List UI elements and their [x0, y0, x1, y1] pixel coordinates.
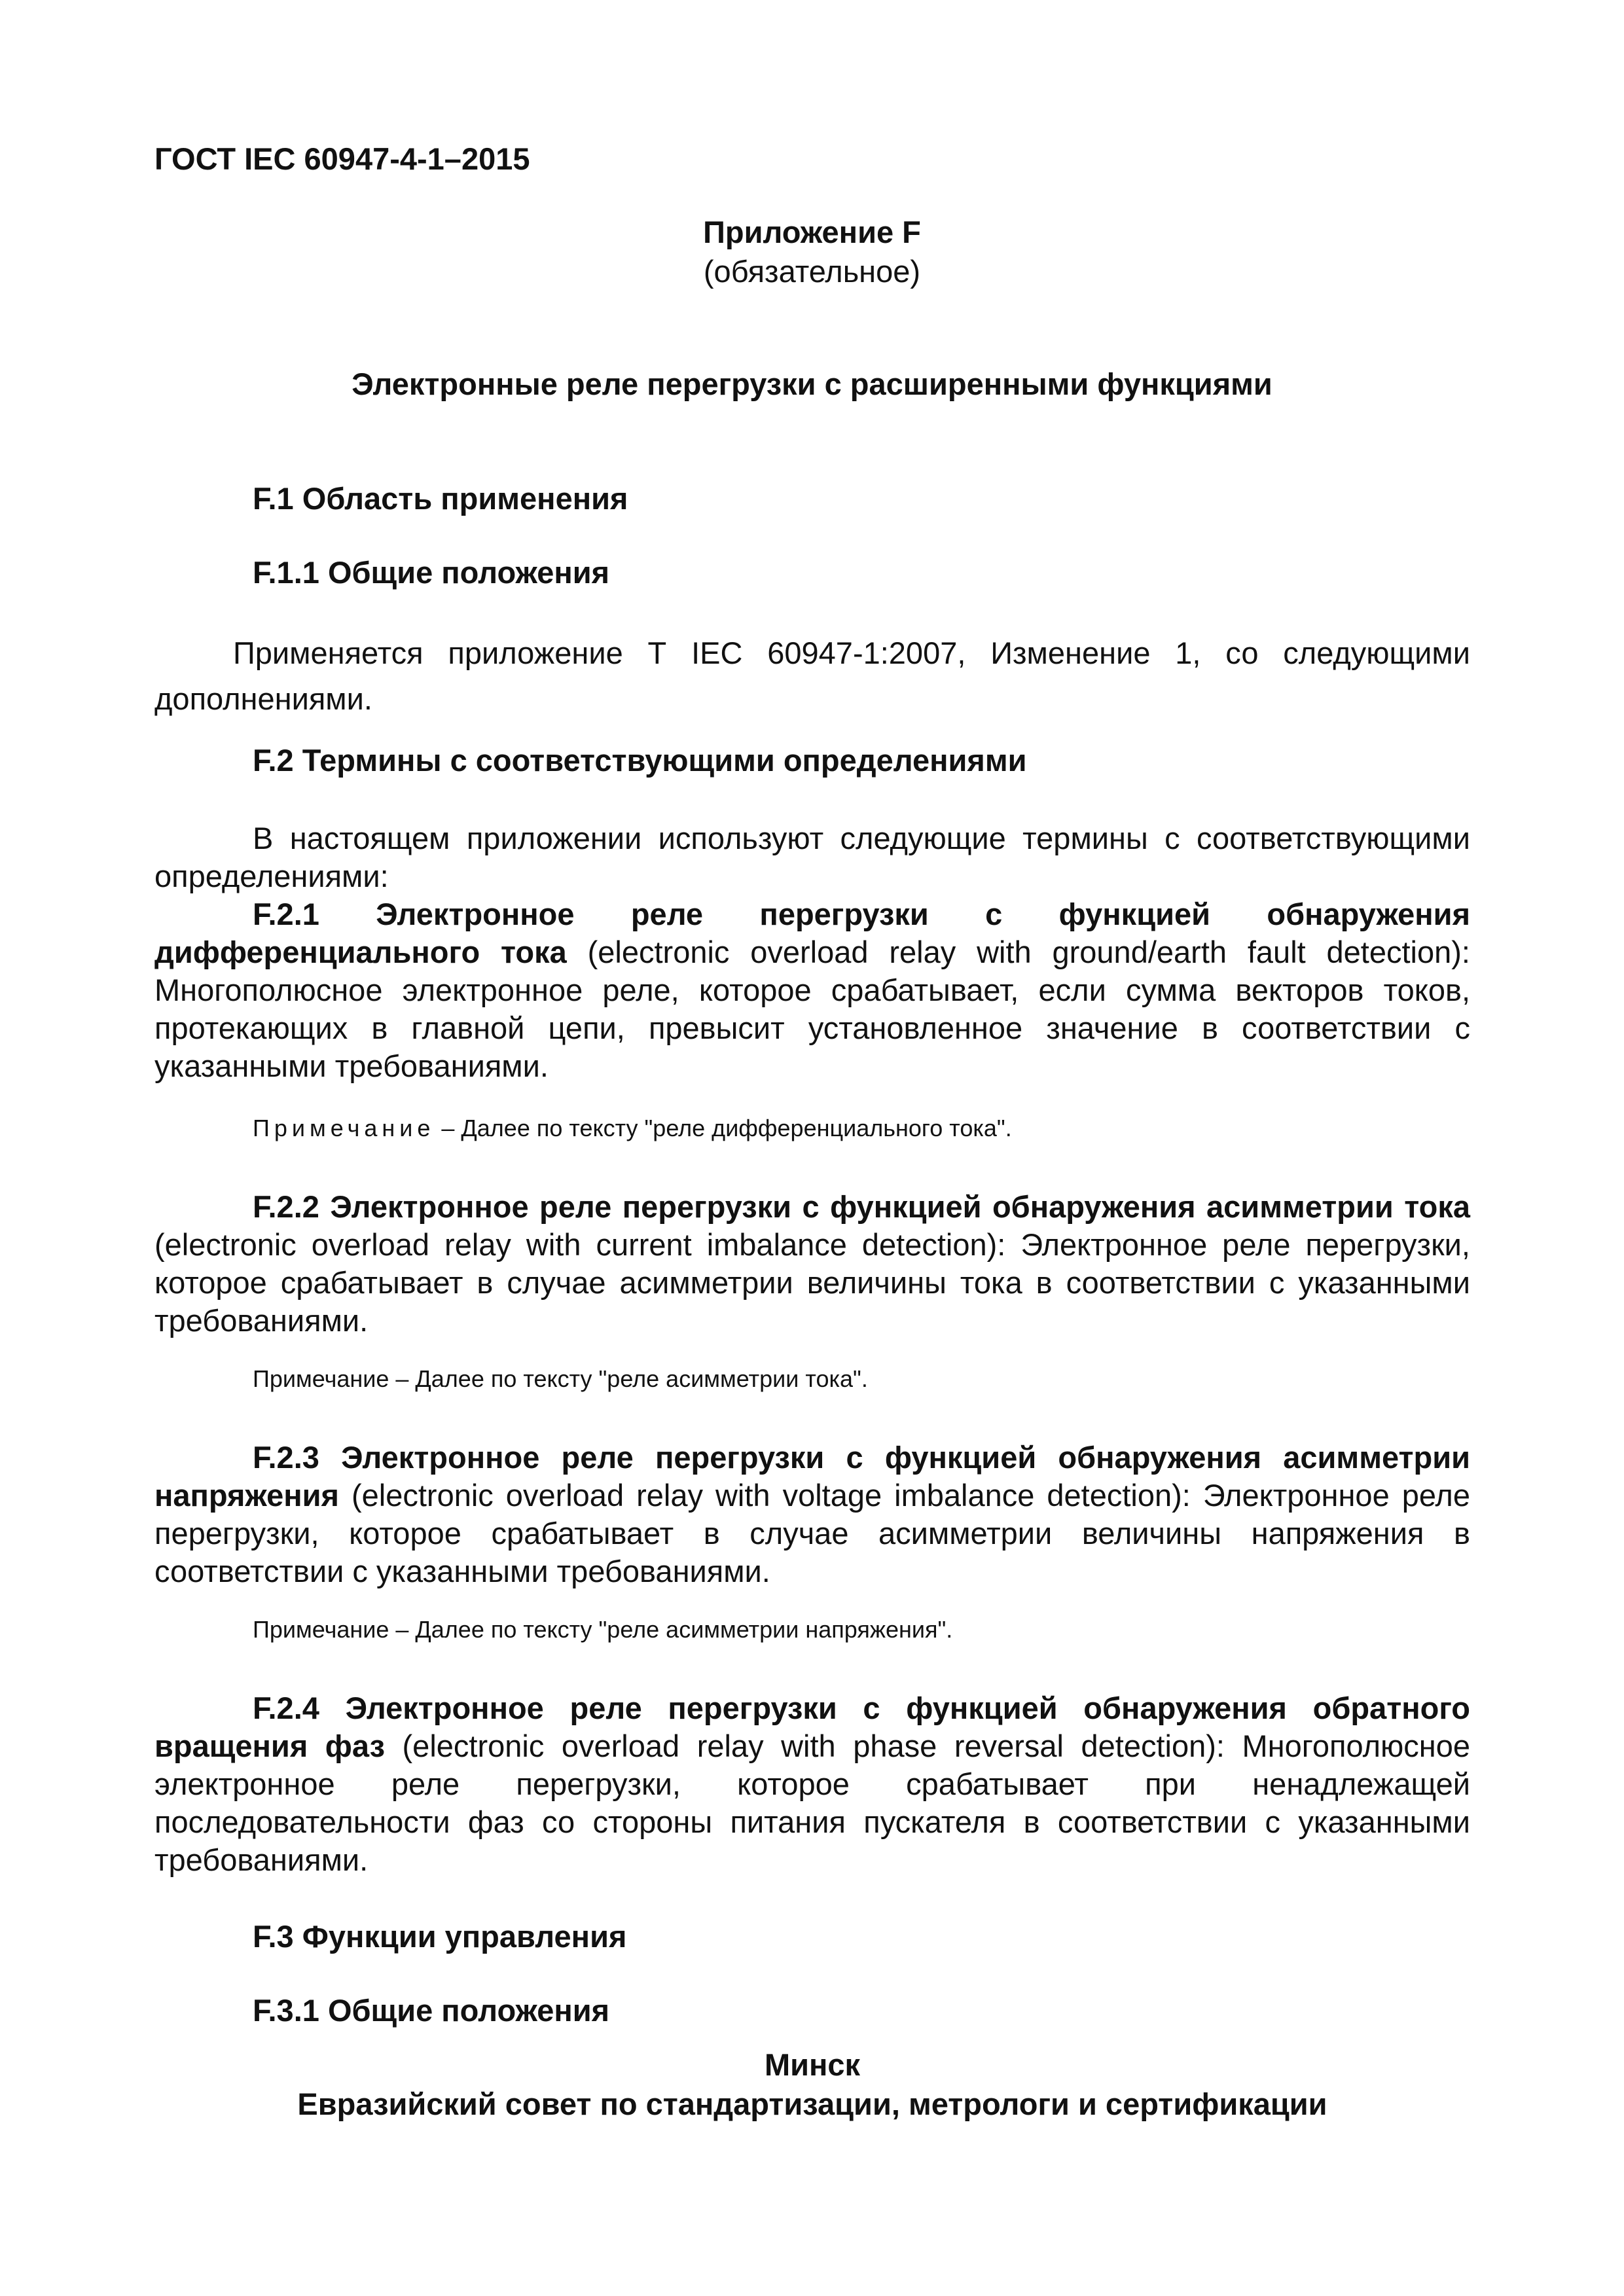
definition-f2-2 — [154, 1188, 1470, 1340]
annex-title: Приложение F — [703, 215, 921, 249]
section-heading-f1-1: F.1.1 Общие положения — [253, 555, 610, 590]
annex-heading: Электронные реле перегрузки с расширенными функциями — [352, 367, 1272, 401]
section-heading-f2: F.2 Термины с соответствующими определениями — [253, 743, 1027, 778]
term-f2-2: F.2.2 Электронное реле перегрузки с функцией обнаружения асимметрии тока — [253, 1189, 1470, 1224]
definition-f2-3 — [154, 1439, 1470, 1590]
paragraph-f1-1: Применяется приложение Т IEC 60947-1:2007, Изменение 1, со следующими дополнениями. — [154, 636, 1470, 716]
definition-text-f2-4: (electronic overload relay with phase reversal detection): Многополюсное электронное реле перегрузки, которое срабатывает при ненадлежащей последовательности фаз со стороны питания пускателя в соответствии с указанными требованиями. — [154, 1729, 1470, 1877]
note-f2-3: Примечание – Далее по тексту "реле асимметрии напряжения". — [253, 1616, 953, 1643]
definition-text-f2-2: (electronic overload relay with current imbalance detection): Электронное реле перегрузки, которое срабатывает в случае асимметрии величины тока в соответствии с указанными требованиями. — [154, 1227, 1470, 1338]
annex-status: (обязательное) — [703, 254, 921, 289]
term-f2-1: F.2.1 Электронное реле перегрузки с функцией обнаружения дифференциального тока — [154, 897, 1470, 969]
note-f2-2: Примечание – Далее по тексту "реле асимметрии тока". — [253, 1365, 868, 1392]
term-f2-4: F.2.4 Электронное реле перегрузки с функцией обнаружения обратного вращения фаз — [154, 1691, 1470, 1763]
note-text: – Далее по тексту "реле дифференциального тока". — [435, 1115, 1012, 1141]
section-heading-f1: F.1 Область применения — [253, 481, 628, 516]
footer-organization: Евразийский совет по стандартизации, метрологи и сертификации — [297, 2087, 1327, 2121]
definition-f2-1 — [154, 895, 1470, 1085]
note-label: Примечание — [253, 1115, 435, 1141]
footer-city: Минск — [764, 2047, 861, 2082]
definition-text-f2-3: (electronic overload relay with voltage imbalance detection): Электронное реле перегрузки, которое срабатывает в случае асимметрии величины напряжения в соответствии с указанными требованиями. — [154, 1478, 1470, 1588]
term-f2-3: F.2.3 Электронное реле перегрузки с функцией обнаружения асимметрии напряжения — [154, 1440, 1470, 1513]
note-f2-1 — [253, 1114, 1012, 1143]
document-id: ГОСТ IEC 60947-4-1–2015 — [154, 141, 530, 176]
definition-text-f2-1: (electronic overload relay with ground/earth fault detection): Многополюсное электронное реле, которое срабатывает, если сумма векторов токов, протекающих в главной цепи, превысит установленное значение в соответствии с указанными требованиями. — [154, 935, 1470, 1083]
section-heading-f3-1: F.3.1 Общие положения — [253, 1993, 610, 2028]
definition-f2-4 — [154, 1689, 1470, 1879]
paragraph-f2-intro: В настоящем приложении используют следующие термины с соответствующими определениями: — [154, 821, 1470, 893]
section-heading-f3: F.3 Функции управления — [253, 1919, 627, 1954]
